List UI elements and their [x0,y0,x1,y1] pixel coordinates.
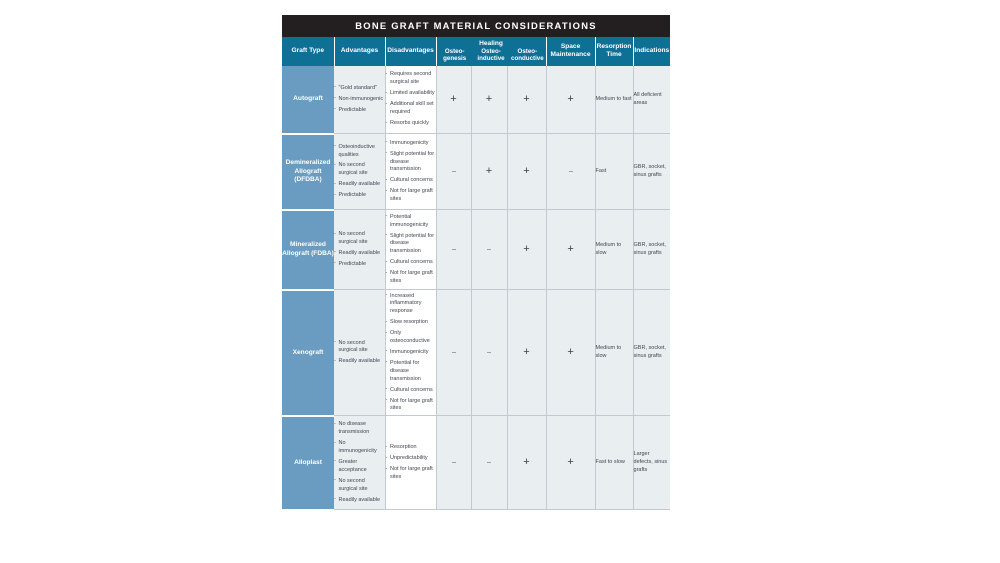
list-item: - Resorbs quickly [386,120,436,128]
list-item: - Readily available [334,497,385,505]
col-header-disadvantages: Disadvantages [385,37,436,66]
osteogenesis-line1: Osteo- [444,48,465,55]
plus-icon: + [485,93,493,106]
minus-icon [487,462,491,463]
osteogenesis-line2: genesis [443,55,467,63]
osteoconductive-cell [507,66,546,134]
resorption-time-cell: Fast to slow [595,416,633,510]
table-row [282,210,670,290]
list-item: - Predictable [334,261,385,269]
list-item: - No second surgical site [334,162,385,178]
col-header-osteoinductive [473,48,509,66]
minus-icon [569,171,573,172]
list-item: - No second surgical site [334,231,385,247]
col-header-healing-label: Healing [437,37,546,48]
disadvantages-cell [385,210,436,290]
list-item: - Readily available [334,358,385,366]
list-item: - Readily available [334,181,385,189]
graft-type-cell: Alloplast [282,416,334,510]
col-header-osteogenesis [437,48,473,66]
list-item: - Readily available [334,250,385,258]
osteoconductive-cell [507,416,546,510]
disadvantages-cell [385,134,436,210]
space-maintenance-cell [546,416,595,510]
table-row [282,290,670,416]
osteogenesis-cell [436,290,471,416]
list-item: - Slight potential for disease transmission [386,233,436,256]
list-item: - Limited availability [386,90,436,98]
healing-subheaders [437,48,546,66]
col-header-resorption-time: Resorption Time [595,37,633,66]
graft-type-cell: Autograft [282,66,334,134]
plus-icon: + [523,93,530,106]
resorption-time-cell: Medium to slow [595,210,633,290]
list-item: - Potential for disease transmission [386,360,436,383]
advantages-cell [334,290,385,416]
list-item: - Immunogenicity [386,349,436,357]
list-item: - Not for large graft sites [386,270,436,286]
graft-type-cell: Xenograft [282,290,334,416]
osteoconductive-cell [507,134,546,210]
list-item: - Cultural concerns [386,259,436,267]
osteogenesis-cell [436,134,471,210]
minus-icon [452,352,456,353]
osteogenesis-cell [436,416,471,510]
space-maintenance-cell [546,290,595,416]
osteoinductive-cell [471,290,507,416]
osteoinductive-cell [471,134,507,210]
graft-type-cell: Demineralized Allograft (DFDBA) [282,134,334,210]
list-item: - Slight potential for disease transmission [386,151,436,174]
table-head [282,37,670,66]
list-item: - Immunogenicity [386,140,436,148]
plus-icon: + [567,346,574,359]
osteoinductive-cell [471,210,507,290]
advantages-cell [334,134,385,210]
indications-cell: GBR, socket, sinus grafts [633,210,670,290]
plus-icon: + [485,165,493,178]
list-item: - Cultural concerns [386,177,436,185]
disadvantages-cell [385,416,436,510]
osteoconductive-cell [507,290,546,416]
bone-graft-table [282,37,670,511]
plus-icon: + [523,456,530,469]
col-header-indications: Indications [633,37,670,66]
plus-icon: + [523,243,530,256]
graft-type-cell: Mineralized Allograft (FDBA) [282,210,334,290]
list-item: - No disease transmission [334,421,385,437]
plus-icon: + [523,346,530,359]
plus-icon: + [523,165,530,178]
list-item: - No second surgical site [334,340,385,356]
col-header-graft-type: Graft Type [282,37,334,66]
disadvantages-cell [385,290,436,416]
minus-icon [487,249,491,250]
list-item: - Predictable [334,107,385,115]
list-item: - Slow resorption [386,319,436,327]
list-item: - Greater acceptance [334,459,385,475]
indications-cell: GBR, socket, sinus grafts [633,290,670,416]
osteoinductive-line2: inductive [477,55,505,63]
col-header-healing-group-cell [436,37,546,66]
list-item: - Resorption [386,444,436,452]
osteoinductive-cell [471,416,507,510]
osteoconductive-line2: conductive [511,55,544,63]
col-header-advantages: Advantages [334,37,385,66]
space-maintenance-cell [546,134,595,210]
resorption-time-cell: Fast [595,134,633,210]
list-item: - Not for large graft sites [386,466,436,482]
plus-icon: + [567,456,574,469]
indications-cell: All deficient areas [633,66,670,134]
list-item: - Predictable [334,192,385,200]
minus-icon [452,462,456,463]
resorption-time-cell: Medium to slow [595,290,633,416]
osteogenesis-cell [436,66,471,134]
space-maintenance-cell [546,210,595,290]
minus-icon [487,352,491,353]
osteoinductive-cell [471,66,507,134]
minus-icon [452,171,456,172]
table-row [282,134,670,210]
plus-icon: + [567,93,574,106]
advantages-cell [334,416,385,510]
list-item: - Only osteoconductive [386,330,436,346]
resorption-time-cell: Medium to fast [595,66,633,134]
advantages-cell [334,66,385,134]
space-maintenance-cell [546,66,595,134]
advantages-cell [334,210,385,290]
table-row [282,66,670,134]
list-item: - Not for large graft sites [386,188,436,204]
list-item: - No second surgical site [334,478,385,494]
list-item: - Increased inflammatory response [386,293,436,316]
list-item: - Unpredictability [386,455,436,463]
list-item: - Additional skill set required [386,101,436,117]
table-title: BONE GRAFT MATERIAL CONSIDERATIONS [282,15,670,37]
col-header-space-maintenance: Space Maintenance [546,37,595,66]
header-row [282,37,670,66]
list-item: - Osteoinductive qualities [334,144,385,160]
osteoinductive-line1: Osteo- [481,48,501,55]
plus-icon: + [567,243,574,256]
list-item: - Not for large graft sites [386,398,436,414]
plus-icon: + [450,93,457,106]
list-item: - Non-immunogenic [334,96,385,104]
list-item: - Requires second surgical site [386,71,436,87]
indications-cell: Larger defects, sinus grafts [633,416,670,510]
osteoconductive-line1: Osteo- [517,48,538,55]
minus-icon [452,249,456,250]
osteogenesis-cell [436,210,471,290]
list-item: - Cultural concerns [386,387,436,395]
list-item: - No immunogenicity [334,440,385,456]
col-header-osteoconductive [509,48,545,66]
disadvantages-cell [385,66,436,134]
indications-cell: GBR, socket, sinus grafts [633,134,670,210]
table-body [282,66,670,510]
osteoconductive-cell [507,210,546,290]
table-row [282,416,670,510]
bone-graft-table-container [282,15,670,511]
list-item: - Potential immunogenicity [386,214,436,230]
list-item: - "Gold standard" [334,85,385,93]
